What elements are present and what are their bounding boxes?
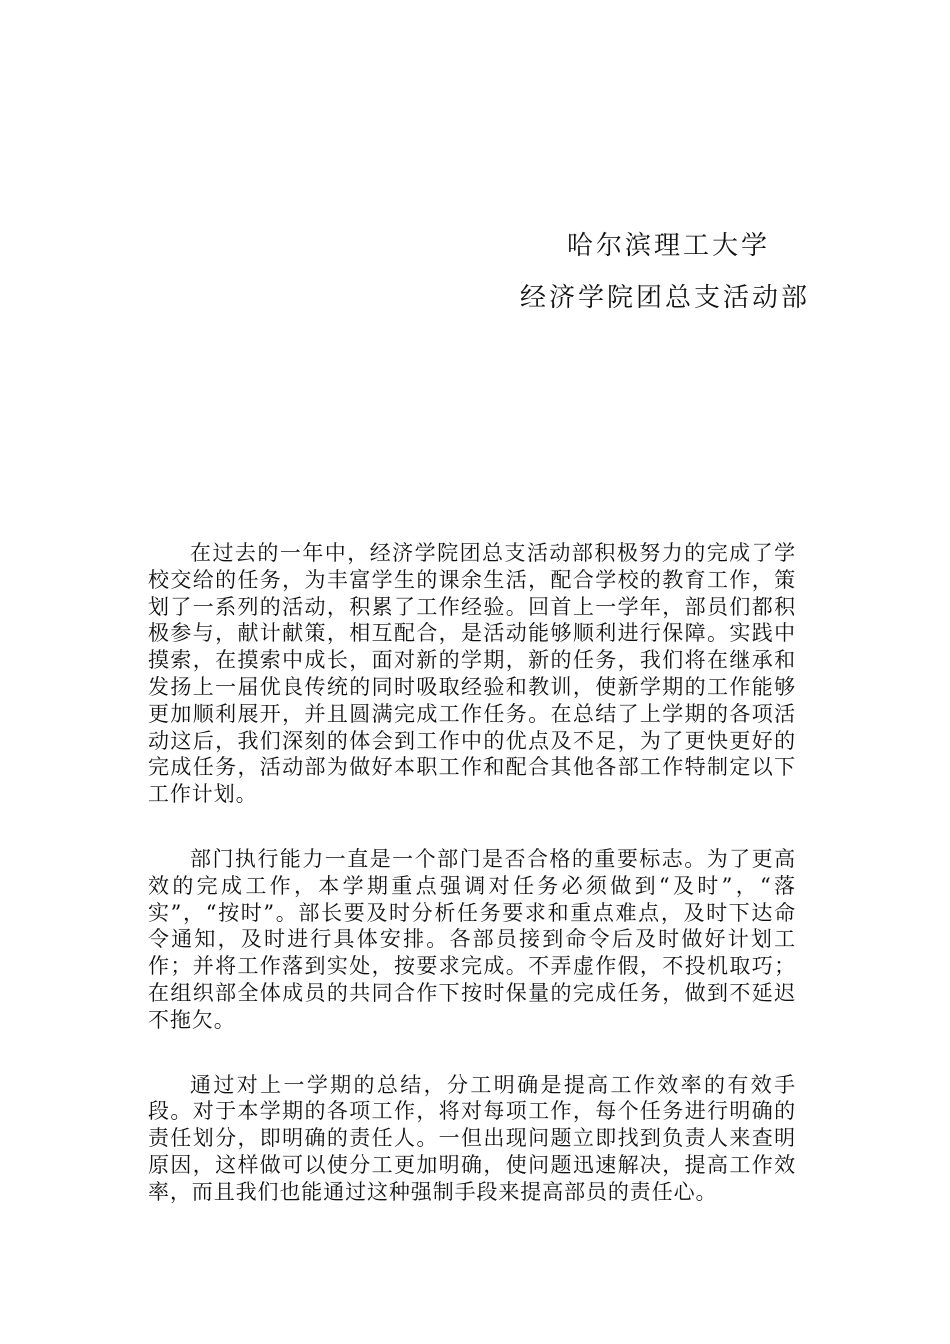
department-name: 经济学院团总支活动部 xyxy=(520,283,811,313)
paragraph-intro: 在过去的一年中，经济学院团总支活动部积极努力的完成了学校交给的任务，为丰富学生的课余生活，配合学校的教育工作，策划了一系列的活动，积累了工作经验。回首上一学年，部员们都积极参与，献计献策，相互配合，是活动能够顺利进行保障。实践中摸索，在摸索中成长，面对新的学期，新的任务，我们将在继承和发扬上一届优良传统的同时吸取经验和教训，使新学期的工作能够更加顺利展开，并且圆满完成工作任务。在总结了上学期的各项活动这后，我们深刻的体会到工作中的优点及不足，为了更快更好的完成任务，活动部为做好本职工作和配合其他各部工作特制定以下工作计划。 xyxy=(148,541,796,807)
document-body xyxy=(148,540,796,1244)
university-name: 哈尔滨理工大学 xyxy=(567,231,771,261)
paragraph-responsibility: 通过对上一学期的总结，分工明确是提高工作效率的有效手段。对于本学期的各项工作，将对每项工作，每个任务进行明确的责任划分，即明确的责任人。一但出现问题立即找到负责人来查明原因，这样做可以使分工更加明确，使问题迅速解决，提高工作效率，而且我们也能通过这种强制手段来提高部员的责任心。 xyxy=(148,1072,796,1204)
paragraph-execution: 部门执行能力一直是一个部门是否合格的重要标志。为了更高效的完成工作，本学期重点强调对任务必须做到“及时”，“落实”，“按时”。部长要及时分析任务要求和重点难点，及时下达命令通知，及时进行具体安排。各部员接到命令后及时做好计划工作；并将工作落到实处，按要求完成。不弄虚作假，不投机取巧；在组织部全体成员的共同合作下按时保量的完成任务，做到不延迟不拖欠。 xyxy=(148,846,796,1032)
